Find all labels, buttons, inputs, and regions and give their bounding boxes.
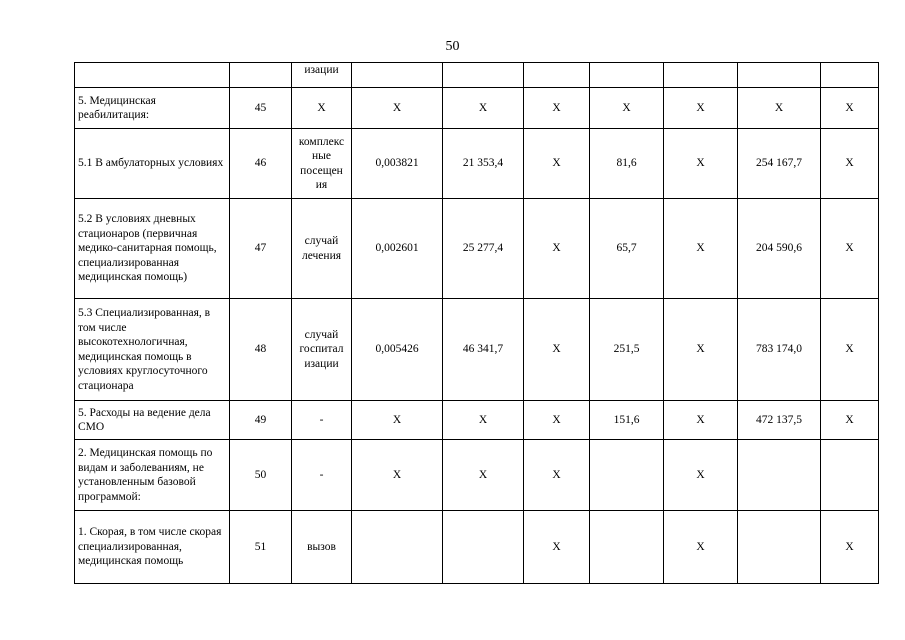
table-row [75,88,879,129]
cell-col10: X [821,511,879,584]
cell-col7 [590,511,664,584]
cell-norm [352,511,443,584]
cell-col9: 783 174,0 [738,299,821,401]
cell-name: 5.1 В амбулаторных условиях [75,129,230,199]
cell-col8 [664,63,738,88]
cell-name: 1. Скорая, в том числе скорая специализированная, медицинская помощь [75,511,230,584]
cell-unit: - [292,440,352,511]
cell-col8: X [664,440,738,511]
program-cost-table [74,62,879,584]
cell-cost: 21 353,4 [443,129,524,199]
cell-col10: X [821,401,879,440]
cell-name [75,63,230,88]
cell-cost [443,511,524,584]
cell-col10: X [821,88,879,129]
cell-line-number: 51 [230,511,292,584]
cell-unit: случай госпитал изации [292,299,352,401]
cell-norm: 0,003821 [352,129,443,199]
cell-norm: 0,005426 [352,299,443,401]
cell-cost: X [443,440,524,511]
table-row [75,401,879,440]
cell-col8: X [664,511,738,584]
cell-name: 5.2 В условиях дневных стационаров (первичная медико-санитарная помощь, специализированная медицинская помощь) [75,199,230,299]
cell-col6: X [524,299,590,401]
cell-col7 [590,440,664,511]
table-row [75,511,879,584]
cell-col7: 251,5 [590,299,664,401]
cell-line-number: 49 [230,401,292,440]
cell-line-number: 50 [230,440,292,511]
cell-unit: комплекс ные посещен ия [292,129,352,199]
cell-name: 5.3 Специализированная, в том числе высокотехнологичная, медицинская помощь в условиях круглосуточного стационара [75,299,230,401]
cell-cost: 25 277,4 [443,199,524,299]
cell-col9: 204 590,6 [738,199,821,299]
cell-col8: X [664,129,738,199]
cell-col10 [821,63,879,88]
cell-name: 2. Медицинская помощь по видам и заболеваниям, не установленным базовой программой: [75,440,230,511]
table-row [75,129,879,199]
cell-unit: случай лечения [292,199,352,299]
cell-cost: X [443,88,524,129]
table-row [75,199,879,299]
cell-col6: X [524,511,590,584]
cell-col8: X [664,401,738,440]
cell-name: 5. Расходы на ведение дела СМО [75,401,230,440]
cell-col10: X [821,129,879,199]
cell-unit: X [292,88,352,129]
cell-col6: X [524,88,590,129]
cell-unit: вызов [292,511,352,584]
cell-col7: 81,6 [590,129,664,199]
cell-line-number: 45 [230,88,292,129]
cell-col9: 472 137,5 [738,401,821,440]
cell-col6: X [524,129,590,199]
cell-line-number: 46 [230,129,292,199]
cell-name: 5. Медицинская реабилитация: [75,88,230,129]
cell-col9 [738,63,821,88]
cell-col6: X [524,440,590,511]
cell-cost: X [443,401,524,440]
cell-line-number [230,63,292,88]
cell-col7: 151,6 [590,401,664,440]
cell-norm [352,63,443,88]
cell-line-number: 47 [230,199,292,299]
cell-col10: X [821,299,879,401]
table-row [75,440,879,511]
cell-col9 [738,511,821,584]
cell-col9: X [738,88,821,129]
cell-norm: X [352,401,443,440]
cell-col6: X [524,199,590,299]
cell-col10 [821,440,879,511]
cell-unit: изации [292,63,352,88]
cell-cost: 46 341,7 [443,299,524,401]
cell-unit: - [292,401,352,440]
page-number: 50 [445,39,460,54]
cell-norm: X [352,88,443,129]
cell-col8: X [664,88,738,129]
cell-col10: X [821,199,879,299]
cell-col7 [590,63,664,88]
cell-col7: X [590,88,664,129]
table-row [75,63,879,88]
cell-col9: 254 167,7 [738,129,821,199]
cell-col6: X [524,401,590,440]
cell-col8: X [664,199,738,299]
cell-norm: 0,002601 [352,199,443,299]
cell-col8: X [664,299,738,401]
cell-col6 [524,63,590,88]
cell-cost [443,63,524,88]
cell-col7: 65,7 [590,199,664,299]
cell-col9 [738,440,821,511]
cell-norm: X [352,440,443,511]
table-row [75,299,879,401]
cell-line-number: 48 [230,299,292,401]
